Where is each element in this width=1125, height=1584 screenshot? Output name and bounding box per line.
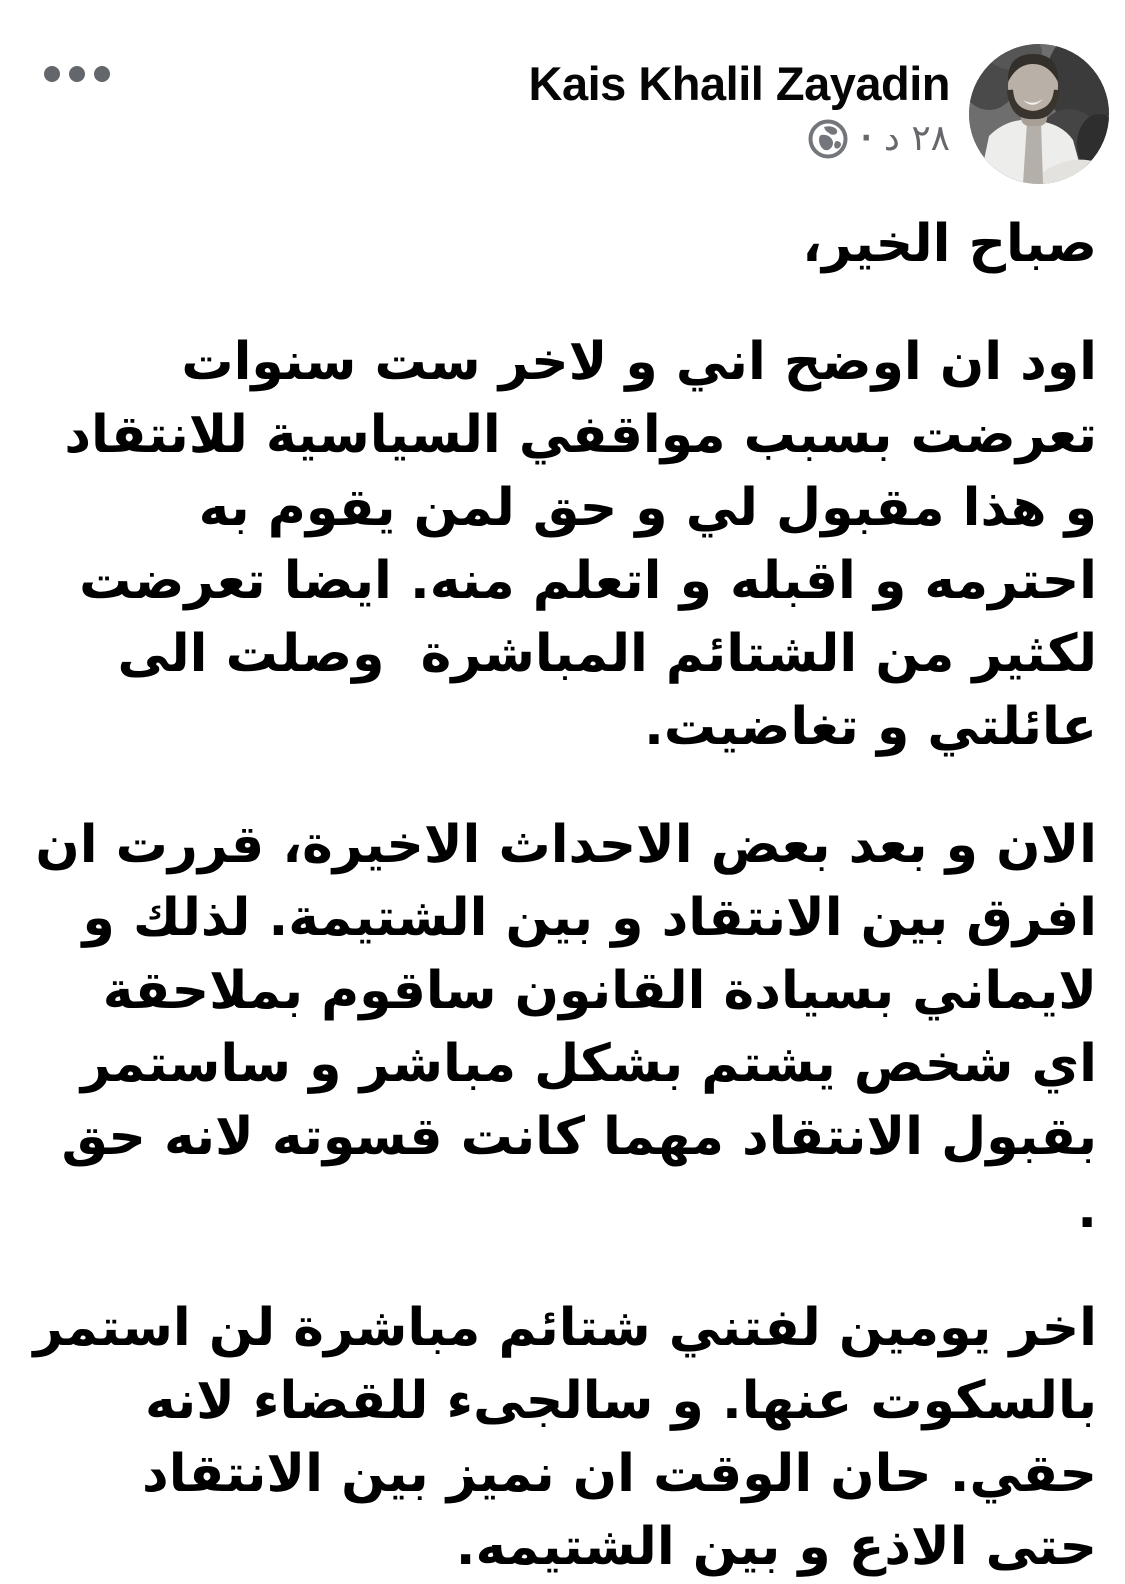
post-menu-button[interactable] (40, 62, 114, 86)
post-paragraph: صباح الخير، (802, 214, 1097, 274)
timestamp: ٢٨ د (883, 118, 950, 159)
author-name[interactable]: Kais Khalil Zayadin (528, 57, 950, 110)
author-block (120, 58, 950, 159)
avatar-photo (969, 44, 1109, 184)
avatar[interactable] (969, 44, 1109, 184)
meta-separator: · (860, 120, 872, 156)
ellipsis-icon (69, 66, 85, 82)
post-paragraph: اخر يومين لفتني شتائم مباشرة لن استمر بالسكوت عنها. و سالجىء للقضاء لانه حقي. حان الوقت ان نميز بين الانتقاد حتى الاذع و بين الشتيمه. (15, 1298, 1097, 1577)
post-meta (120, 118, 950, 159)
globe-icon (808, 119, 848, 159)
post-text (0, 208, 1125, 1584)
ellipsis-icon (94, 66, 110, 82)
post-paragraph: الان و بعد بعض الاحداث الاخيرة، قررت ان افرق بين الانتقاد و بين الشتيمة. لذلك و لايماني بسيادة القانون ساقوم بملاحقة اي شخص يشتم بشكل مباشر و ساستمر بقبول الانتقاد مهما كانت قسوته لانه حق . (17, 815, 1097, 1240)
post-header (0, 0, 1125, 190)
ellipsis-icon (44, 66, 60, 82)
post-paragraph: اود ان اوضح اني و لاخر ست سنوات تعرضت بسبب مواقفي السياسية للانتقاد و هذا مقبول لي و حق لمن يقوم به احترمه و اقبله و اتعلم منه. ايضا تعرضت لكثير من الشتائم المباشرة وصلت الى عائلتي و تغاضيت. (46, 332, 1097, 757)
